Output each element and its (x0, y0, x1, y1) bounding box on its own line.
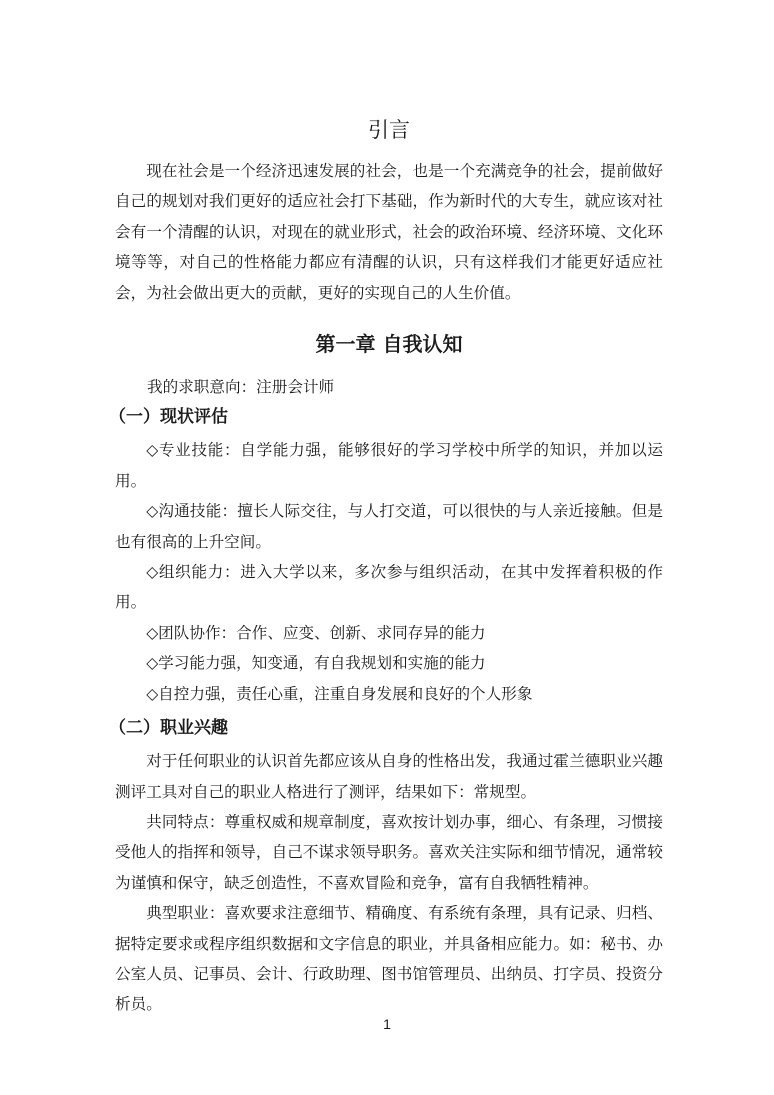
intro-paragraph: 现在社会是一个经济迅速发展的社会，也是一个充满竞争的社会，提前做好自己的规划对我们更好的适应社会打下基础，作为新时代的大专生，就应该对社会有一个清醒的认识，对现在的就业形式，社会的政治环境、经济环境、文化环境等等，对自己的性格能力都应有清醒的认识，只有这样我们才能更好适应社会，为社会做出更大的贡献，更好的实现自己的人生价值。 (115, 162, 663, 302)
status-item-skills: ◇专业技能：自学能力强，能够很好的学习学校中所学的知识，并加以运用。 (115, 441, 663, 490)
status-item-communication: ◇沟通技能：擅长人际交往，与人打交道，可以很快的与人亲近接触。但是也有很高的上升空间。 (115, 502, 663, 551)
intro-title: 引言 (368, 118, 410, 142)
interest-paragraph-intro: 对于任何职业的认识首先都应该从自身的性格出发，我通过霍兰德职业兴趣测评工具对自己的职业人格进行了测评，结果如下：常规型。 (115, 752, 663, 801)
section-heading-status: （一）现状评估 (109, 407, 228, 428)
interest-paragraph-jobs: 典型职业：喜欢要求注意细节、精确度、有系统有条理，具有记录、归档、据特定要求或程序组织数据和文字信息的职业，并具备相应能力。如：秘书、办公室人员、记事员、会计、行政助理、图书馆管理员、出纳员、打字员、投资分析员。 (115, 904, 663, 1014)
page-number: 1 (383, 1016, 391, 1032)
job-intention: 我的求职意向：注册会计师 (147, 378, 335, 397)
chapter-title: 第一章 自我认知 (315, 332, 463, 357)
page-content (109, 112, 663, 1020)
status-item-organization: ◇组织能力：进入大学以来，多次参与组织活动，在其中发挥着积极的作用。 (115, 563, 663, 612)
status-item-learning: ◇学习能力强，知变通，有自我规划和实施的能力 (146, 654, 486, 673)
section-heading-interest: （二）职业兴趣 (109, 718, 228, 739)
status-item-self-control: ◇自控力强，责任心重，注重自身发展和良好的个人形象 (146, 684, 533, 703)
status-item-teamwork: ◇团队协作：合作、应变、创新、求同存异的能力 (146, 623, 486, 642)
interest-paragraph-traits: 共同特点：尊重权威和规章制度，喜欢按计划办事，细心、有条理，习惯接受他人的指挥和领导，自己不谋求领导职务。喜欢关注实际和细节情况，通常较为谨慎和保守，缺乏创造性，不喜欢冒险和竞争，富有自我牺牲精神。 (115, 812, 663, 892)
